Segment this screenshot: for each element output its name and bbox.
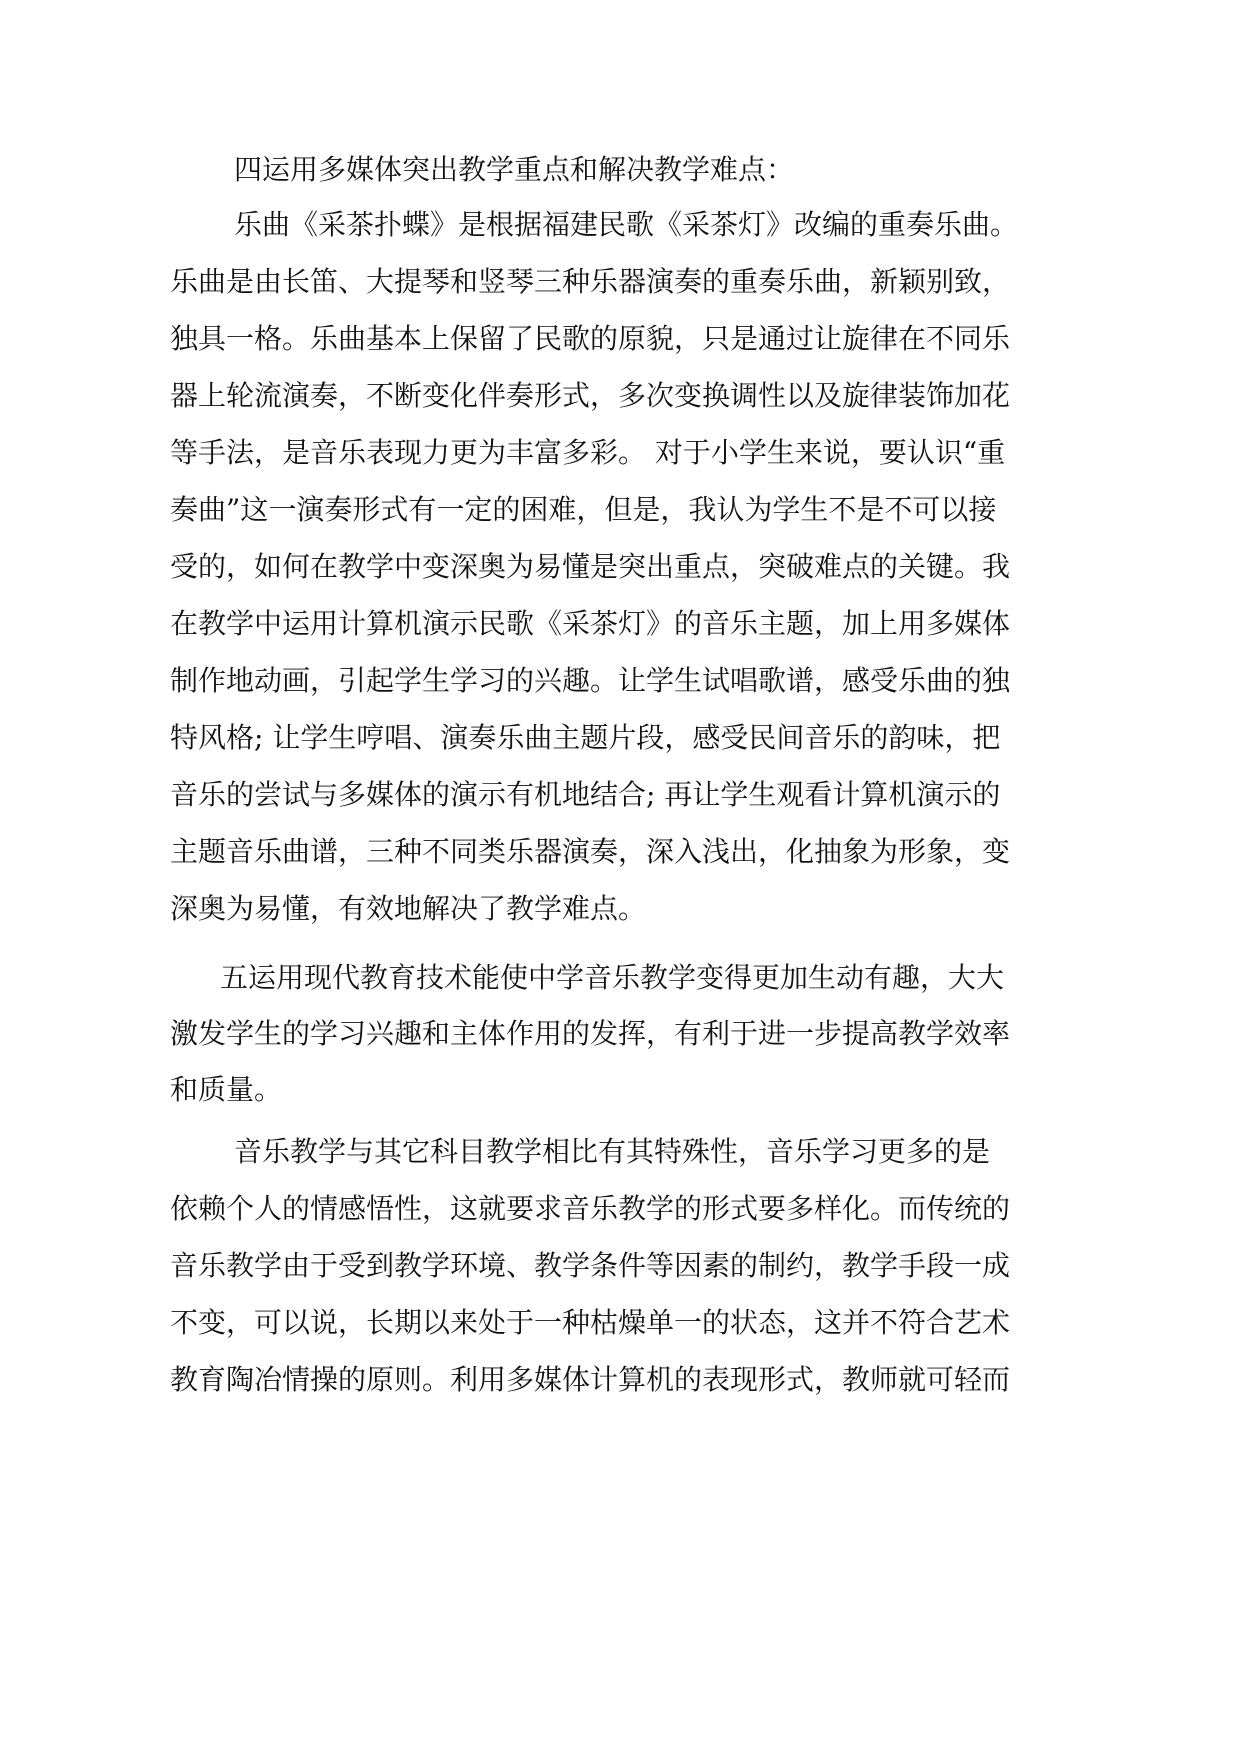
paragraph-line: 激发学生的学习兴趣和主体作用的发挥，有利于进一步提高教学效率 <box>170 1017 1011 1050</box>
paragraph-line: 特风格; 让学生哼唱、演奏乐曲主题片段，感受民间音乐的韵味，把 <box>170 721 1001 754</box>
paragraph-line: 等手法，是音乐表现力更为丰富多彩。 对于小学生来说，要认识“重 <box>170 436 1006 469</box>
paragraph-line: 受的，如何在教学中变深奥为易懂是突出重点，突破难点的关键。我 <box>170 550 1011 583</box>
paragraph-line: 独具一格。乐曲基本上保留了民歌的原貌，只是通过让旋律在不同乐 <box>170 322 1011 355</box>
paragraph-line: 制作地动画，引起学生学习的兴趣。让学生试唱歌谱，感受乐曲的独 <box>170 664 1011 697</box>
paragraph-line: 和质量。 <box>170 1073 283 1106</box>
paragraph-line: 音乐的尝试与多媒体的演示有机地结合; 再让学生观看计算机演示的 <box>170 778 1001 811</box>
paragraph-line: 教育陶冶情操的原则。利用多媒体计算机的表现形式，教师就可轻而 <box>170 1363 1011 1396</box>
paragraph-line: 器上轮流演奏，不断变化伴奏形式，多次变换调性以及旋律装饰加花 <box>170 379 1011 412</box>
paragraph-line: 依赖个人的情感悟性，这就要求音乐教学的形式要多样化。而传统的 <box>170 1192 1011 1225</box>
paragraph-line: 乐曲《采茶扑蝶》是根据福建民歌《采茶灯》改编的重奏乐曲。 <box>234 208 1019 241</box>
paragraph-line: 乐曲是由长笛、大提琴和竖琴三种乐器演奏的重奏乐曲，新颖别致， <box>170 265 1011 298</box>
paragraph-line: 音乐教学与其它科目教学相比有其特殊性，音乐学习更多的是 <box>234 1135 991 1168</box>
paragraph-line: 音乐教学由于受到教学环境、教学条件等因素的制约，教学手段一成 <box>170 1249 1011 1282</box>
section-heading: 五运用现代教育技术能使中学音乐教学变得更加生动有趣，大大 <box>220 961 1005 994</box>
paragraph-line: 奏曲”这一演奏形式有一定的困难，但是，我认为学生不是不可以接 <box>170 493 997 526</box>
paragraph-line: 不变，可以说，长期以来处于一种枯燥单一的状态，这并不符合艺术 <box>170 1306 1011 1339</box>
paragraph-line: 主题音乐曲谱，三种不同类乐器演奏，深入浅出，化抽象为形象，变 <box>170 835 1011 868</box>
section-heading: 四运用多媒体突出教学重点和解决教学难点： <box>234 153 795 186</box>
paragraph-line: 深奥为易懂，有效地解决了教学难点。 <box>170 892 647 925</box>
paragraph-line: 在教学中运用计算机演示民歌《采茶灯》的音乐主题，加上用多媒体 <box>170 607 1011 640</box>
